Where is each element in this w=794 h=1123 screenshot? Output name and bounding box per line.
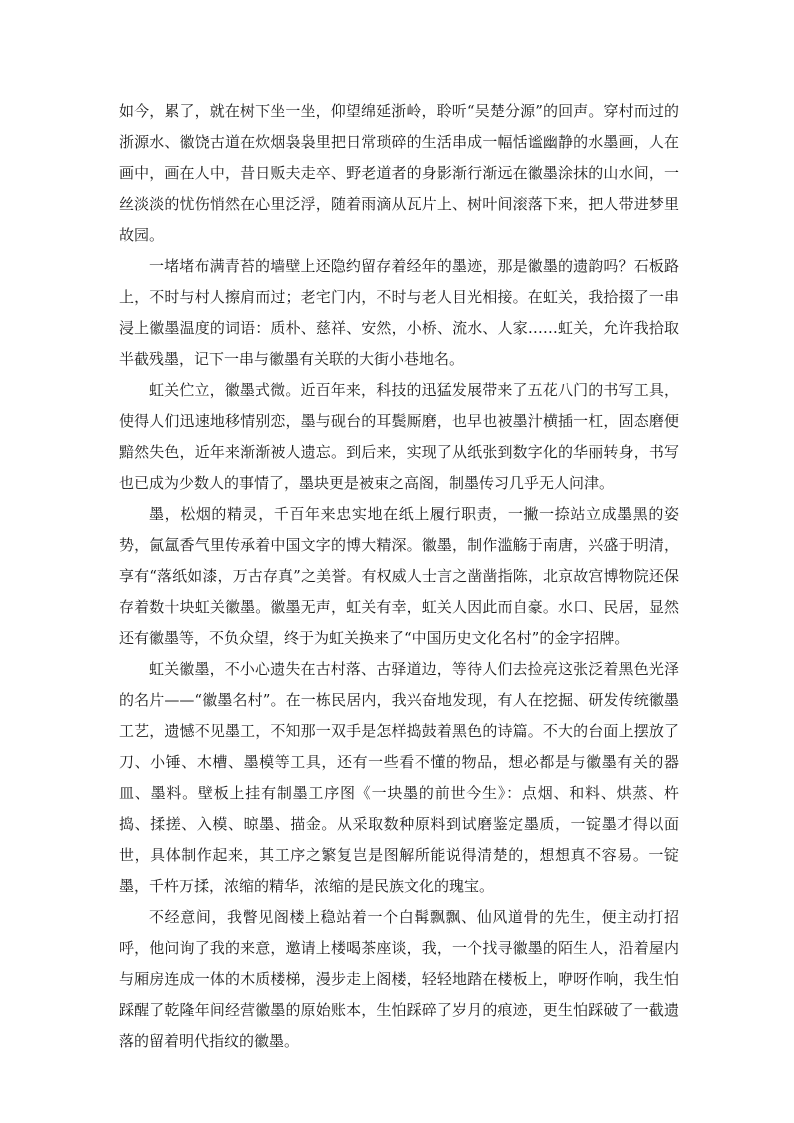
paragraph-5: 虹关徽墨，不小心遗失在古村落、古驿道边，等待人们去捡亮这张泛着黑色光泽的名片——“徽墨名村”。在一栋民居内，我兴奋地发现，有人在挖掘、研发传统徽墨工艺，遗憾不见墨工，不知那一双手是怎样捣鼓着黑色的诗篇。不大的台面上摆放了刀、小锤、木槽、墨模等工具，还有一些看不懂的物品，想必都是与徽墨有关的器皿、墨料。壁板上挂有制墨工序图《一块墨的前世今生》：点烟、和料、烘蒸、杵捣、揉搓、入模、晾墨、描金。从采取数种原料到试磨鉴定墨质，一锭墨才得以面世，具体制作起来，其工序之繁复岂是图解所能说得清楚的，想想真不容易。一锭墨，千杵万揉，浓缩的精华，浓缩的是民族文化的瑰宝。 — [119, 660, 679, 895]
paragraph-4: 墨，松烟的精灵，千百年来忠实地在纸上履行职责，一撇一捺站立成墨黑的姿势，氤氲香气里传承着中国文字的博大精深。徽墨，制作滥觞于南唐，兴盛于明清，享有“落纸如漆，万古存真”之美誉。有权威人士言之凿凿指陈，北京故宫博物院还保存着数十块虹关徽墨。徽墨无声，虹关有幸，虹关人因此而自豪。水口、民居，显然还有徽墨等，不负众望，终于为虹关换来了“中国历史文化名村”的金字招牌。 — [119, 505, 679, 647]
paragraph-6: 不经意间，我瞥见阁楼上稳站着一个白髯飘飘、仙风道骨的先生，便主动打招呼，他问询了我的来意，邀请上楼喝茶座谈，我，一个找寻徽墨的陌生人，沿着屋内与厢房连成一体的木质楼梯，漫步走上阁楼，轻轻地踏在楼板上，咿呀作响，我生怕踩醒了乾隆年间经营徽墨的原始账本，生怕踩碎了岁月的痕迹，更生怕踩破了一截遗落的留着明代指纹的徽墨。 — [119, 908, 679, 1050]
document-page — [119, 96, 679, 1057]
paragraph-2: 一堵堵布满青苔的墙壁上还隐约留存着经年的墨迹，那是徽墨的遗韵吗？石板路上，不时与村人擦肩而过；老宅门内，不时与老人目光相接。在虹关，我拾掇了一串浸上徽墨温度的词语：质朴、慈祥、安然，小桥、流水、人家……虹关，允许我拾取半截残墨，记下一串与徽墨有关联的大街小巷地名。 — [119, 257, 679, 368]
paragraph-1: 如今，累了，就在树下坐一坐，仰望绵延浙岭，聆听“吴楚分源”的回声。穿村而过的浙源水、徽饶古道在炊烟袅袅里把日常琐碎的生活串成一幅恬谧幽静的水墨画，人在画中，画在人中，昔日贩夫走卒、野老道者的身影渐行渐远在徽墨涂抹的山水间，一丝淡淡的忧伤悄然在心里泛浮，随着雨滴从瓦片上、树叶间滚落下来，把人带进梦里故园。 — [119, 102, 679, 244]
paragraph-3: 虹关伫立，徽墨式微。近百年来，科技的迅猛发展带来了五花八门的书写工具，使得人们迅速地移情别恋，墨与砚台的耳鬓厮磨，也早也被墨汁横插一杠，固态磨便黯然失色，近年来渐渐被人遗忘。到后来，实现了从纸张到数字化的华丽转身，书写也已成为少数人的事情了，墨块更是被束之高阁，制墨传习几乎无人问津。 — [119, 381, 679, 492]
